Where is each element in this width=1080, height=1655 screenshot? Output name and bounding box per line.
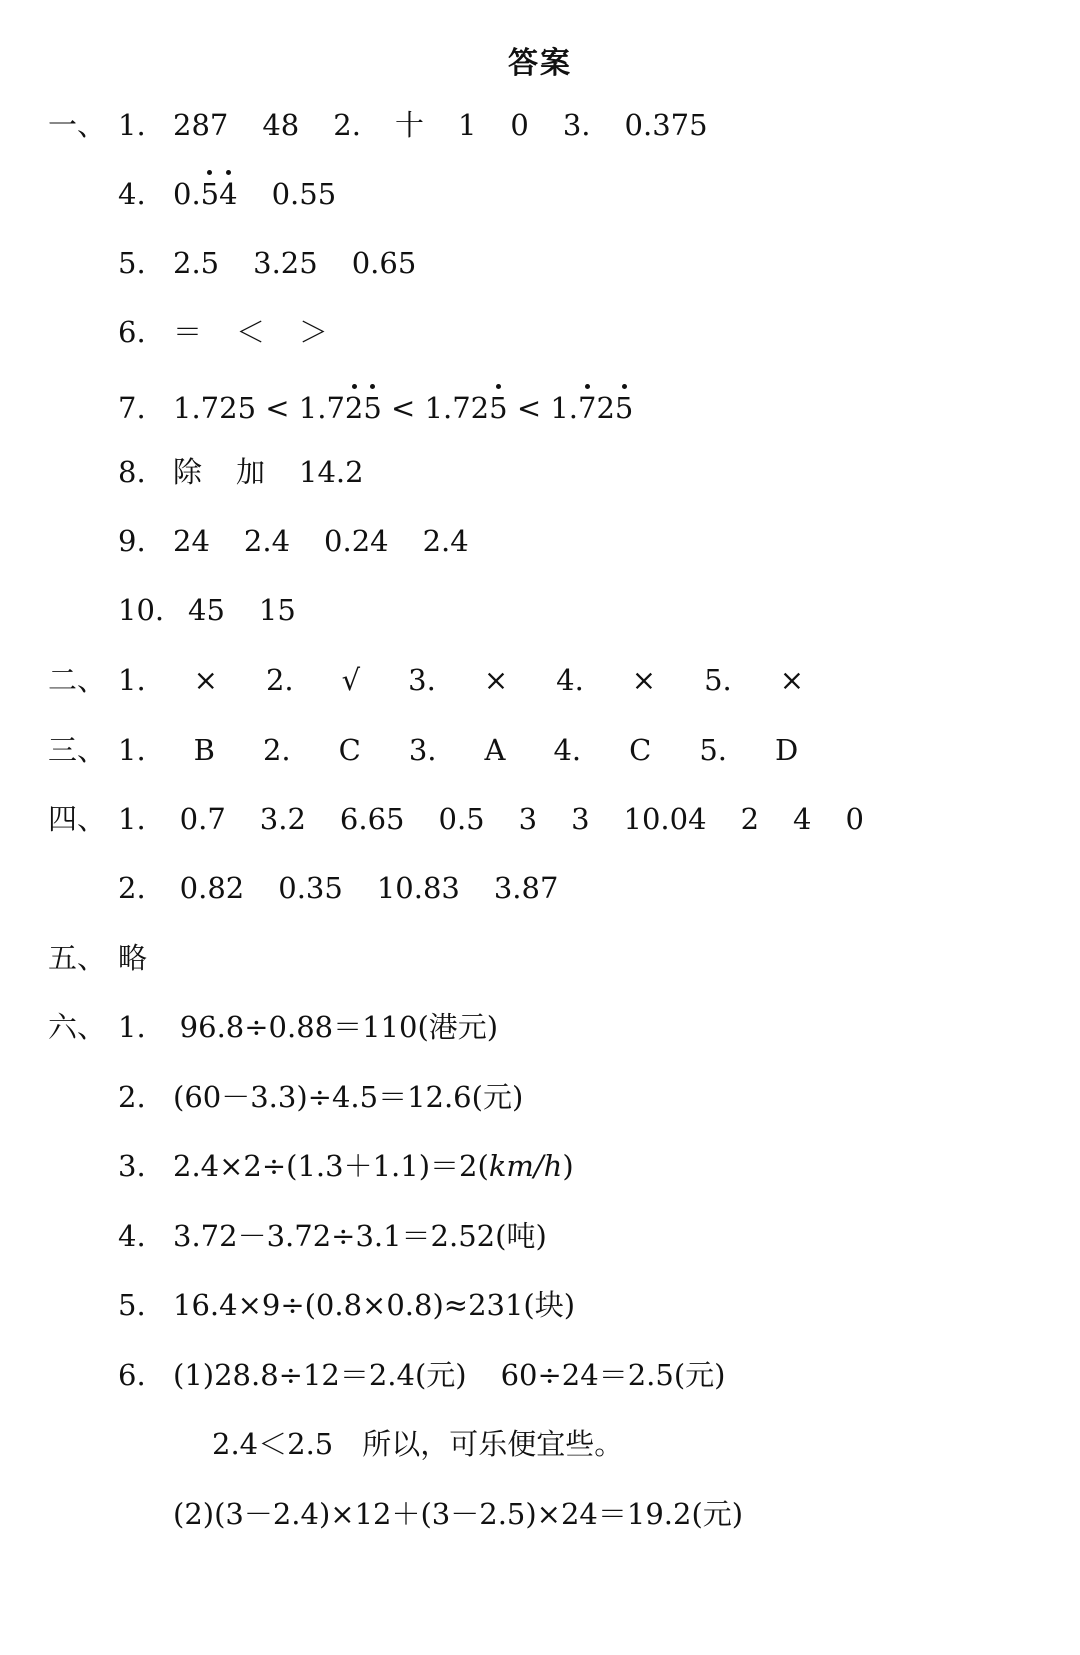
s4-q2-row: 2. 0.82 0.35 10.83 3.87 xyxy=(118,871,559,905)
s2-row: 二、 1. × 2. √ 3. × 4. × 5. × xyxy=(48,660,804,700)
s6-q6-row3: (2)(3－2.4)×12＋(3－2.5)×24＝19.2(元) xyxy=(173,1497,744,1531)
s6-q6-row2: 2.4＜2.5 所以，可乐便宜些。 xyxy=(212,1427,624,1461)
section-label: 五、 xyxy=(48,941,107,975)
repeat-dot-digit: 2 xyxy=(345,388,363,428)
section-label: 六、 xyxy=(48,1010,107,1044)
s6-q3-row: 3. 2.4×2÷(1.3＋1.1)＝2(km/h) xyxy=(118,1149,574,1183)
section-label: 三、 xyxy=(48,733,107,767)
s1-q6-row: 6. ＝ ＜ ＞ xyxy=(118,315,329,349)
s6-q1-row: 六、 1. 96.8÷0.88＝110(港元) xyxy=(48,1007,498,1047)
s1-q1-row: 一、 1. 287 48 2. 十 1 0 3. 0.375 xyxy=(48,105,708,145)
s1-q8-row: 8. 除 加 14.2 xyxy=(118,455,364,489)
s6-q6-row1: 6. (1)28.8÷12＝2.4(元) 60÷24＝2.5(元) xyxy=(118,1358,726,1392)
s3-row: 三、 1. B 2. C 3. A 4. C 5. D xyxy=(48,730,798,770)
s1-q7-row: 7. 1.725 < 1.725 < 1.725 < 1.725 xyxy=(118,388,633,428)
s6-q5-row: 5. 16.4×9÷(0.8×0.8)≈231(块) xyxy=(118,1288,576,1322)
s4-q1-row: 四、 1. 0.7 3.2 6.65 0.5 3 3 10.04 2 4 0 xyxy=(48,799,864,839)
repeat-dot-digit: 7 xyxy=(578,388,596,428)
section-label: 二、 xyxy=(48,663,107,697)
repeat-dot-digit: 5 xyxy=(615,388,633,428)
repeat-dot-digit: 5 xyxy=(201,174,219,214)
s6-q2-row: 2. (60－3.3)÷4.5＝12.6(元) xyxy=(118,1080,524,1114)
s5-row: 五、 略 xyxy=(48,938,147,978)
s1-q9-row: 9. 24 2.4 0.24 2.4 xyxy=(118,524,469,558)
section-label: 一、 xyxy=(48,108,107,142)
s1-q5-row: 5. 2.5 3.25 0.65 xyxy=(118,246,417,280)
section-label: 四、 xyxy=(48,802,107,836)
repeat-dot-digit: 5 xyxy=(489,388,507,428)
page-title: 答案 xyxy=(508,46,572,81)
s1-q10-row: 10. 45 15 xyxy=(118,593,296,627)
s6-q4-row: 4. 3.72－3.72÷3.1＝2.52(吨) xyxy=(118,1219,547,1253)
repeat-dot-digit: 5 xyxy=(363,388,381,428)
s1-q4-row: 4. 0.54 0.55 xyxy=(118,174,336,214)
repeat-dot-digit: 4 xyxy=(219,174,237,214)
